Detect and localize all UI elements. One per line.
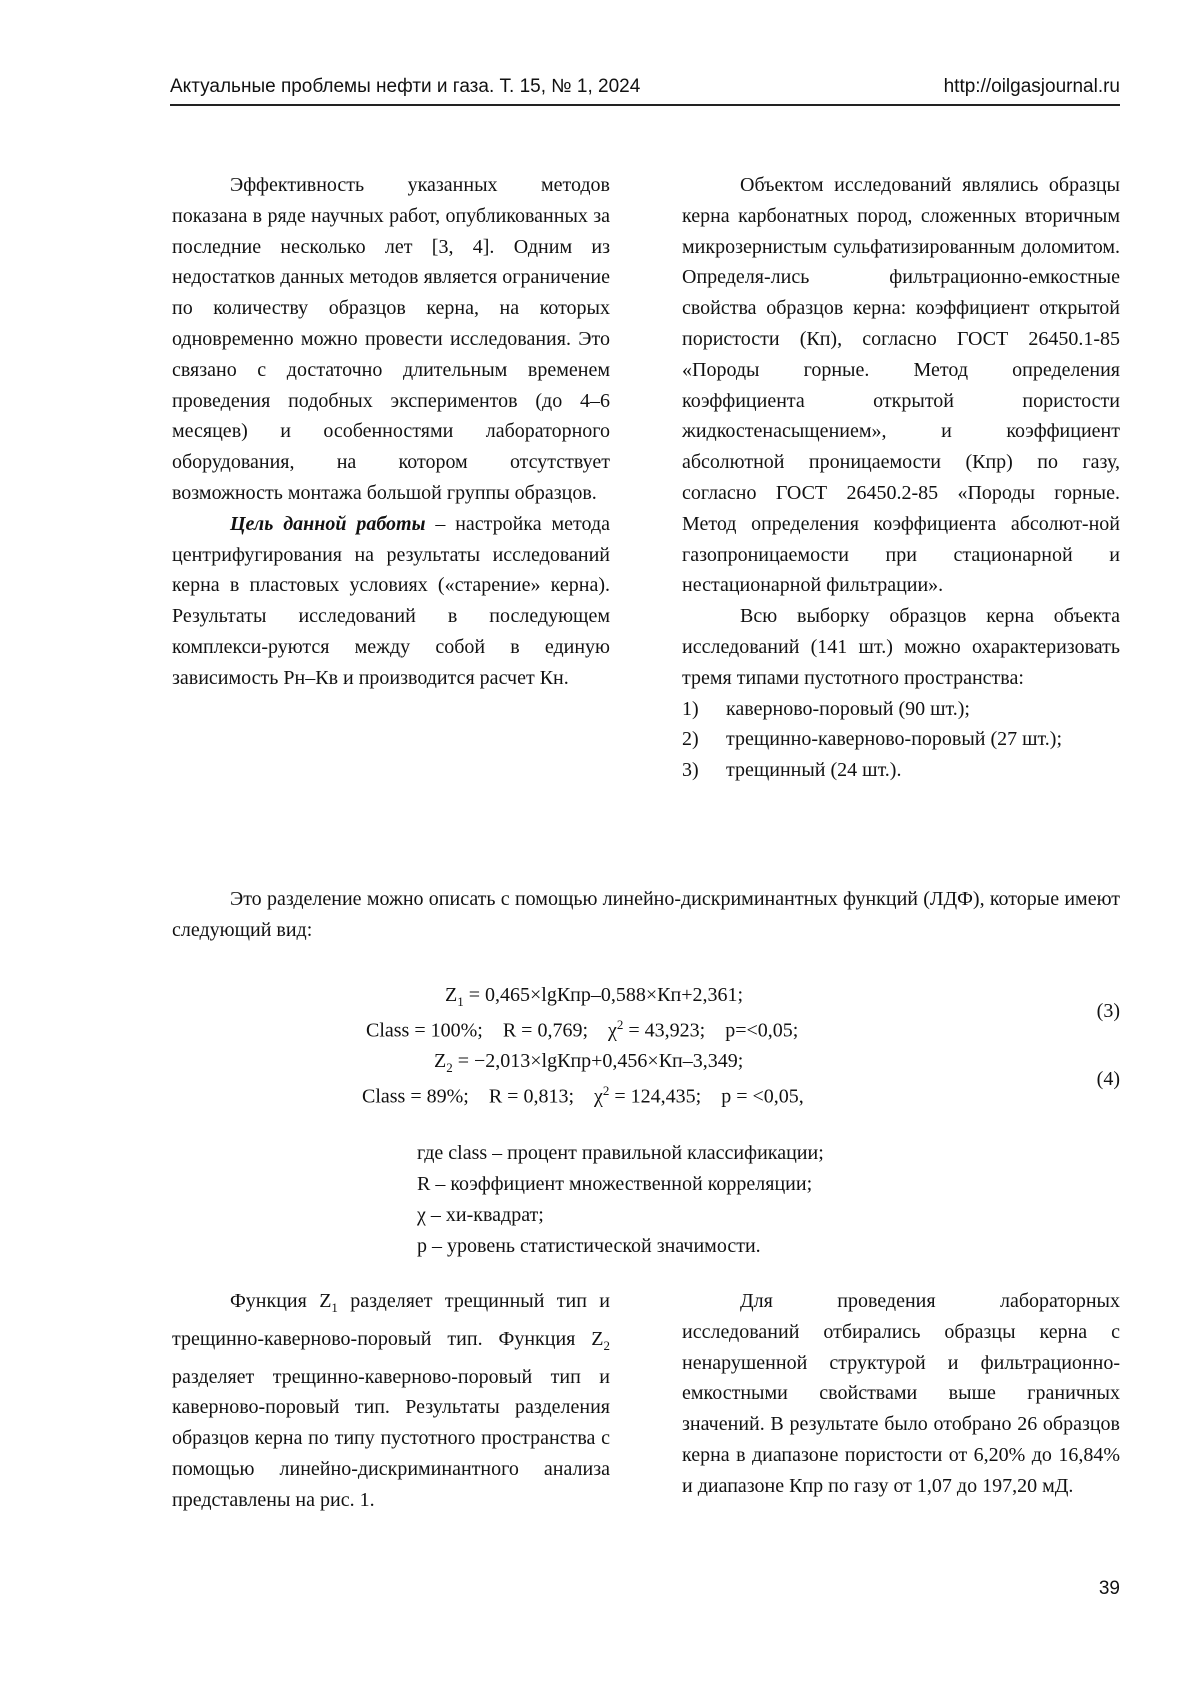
list-item: [682, 755, 1120, 786]
definitions-list: [417, 1138, 824, 1262]
eq-superscript: 2: [602, 1083, 610, 1098]
definition: χ – хи-квадрат;: [417, 1204, 544, 1226]
eq-stats: Class = 89%; R = 0,813; χ: [362, 1085, 603, 1108]
paragraph: Для проведения лабораторных исследований отбирались образцы керна с ненарушенной структурой и фильтрационно-емкостными свойствами выше граничных значений. В результате было отобрано 26 образцов керна в диапазоне пористости от 6,20% до 16,84% и диапазоне Кпр по газу от 1,07 до 197,20 мД.: [682, 1290, 1120, 1497]
list-text: трещинно-каверново-поровый (27 шт.);: [726, 728, 1062, 751]
journal-title: Актуальные проблемы нефти и газа. Т. 15, № 1, 2024: [170, 76, 641, 97]
list-text: трещинный (24 шт.).: [726, 759, 902, 782]
list-text: каверново-поровый (90 шт.);: [726, 697, 970, 720]
paragraph: Объектом исследований являлись образцы керна карбонатных пород, сложенных вторичным микрозернистым сульфатизированным доломитом. Определя-лись фильтрационно-емкостные свойства образцов керна: коэффициент открытой пористости (Кп), согласно ГОСТ 26450.1-85 «Породы горные. Метод определения коэффициента открытой пористости жидкостенасыщением», и коэффициент абсолютной проницаемости (Кпр) по газу, согласно ГОСТ 26450.2-85 «Породы горные. Метод определения коэффициента абсолют-ной газопроницаемости при стационарной и нестационарной фильтрации».: [682, 174, 1120, 597]
list-number: 1): [682, 697, 699, 720]
eq-stats: = 43,923; p=<0,05;: [623, 1019, 799, 1042]
paragraph: Всю выборку образцов керна объекта исследований (141 шт.) можно охарактеризовать тремя типами пустотного пространства:: [682, 605, 1120, 689]
left-column-top: [172, 170, 610, 694]
eq-body: = 0,465×lgКпр–0,588×Кп+2,361;: [463, 984, 744, 1006]
paragraph: [172, 509, 610, 694]
paragraph: Это разделение можно описать с помощью линейно-дискриминантных функций (ЛДФ), которые имеют следующий вид:: [172, 888, 1120, 941]
equation-3-line-1: [445, 984, 743, 1010]
eq-body: = −2,013×lgКпр+0,456×Кп–3,349;: [452, 1050, 744, 1072]
right-column-bottom: [682, 1286, 1120, 1502]
definition: p – уровень статистической значимости.: [417, 1235, 761, 1257]
eq-subscript: 2: [446, 1060, 453, 1075]
page-number: 39: [1098, 1578, 1120, 1599]
equation-3-line-2: [366, 1017, 798, 1043]
right-column-top: [682, 170, 1120, 786]
goal-text: – настройка метода центрифугирования на результаты исследований керна в пластовых условиях («старение» керна). Результаты исследований в последующем комплекси-руются между собой в единую зависимость Рн–Кв и производится расчет Кн.: [172, 512, 611, 689]
left-column-bottom: [172, 1286, 610, 1516]
subscript: 1: [331, 1300, 338, 1315]
journal-url[interactable]: http://oilgasjournal.ru: [943, 76, 1120, 97]
eq-subscript: 1: [457, 994, 464, 1009]
text-run: разделяет трещинно-каверново-поровый тип и каверново-поровый тип. Результаты разделения образцов керна по типу пустотного пространства с помощью линейно-дискриминантного анализа представлены на рис. 1.: [172, 1365, 610, 1511]
running-header: [170, 72, 1120, 106]
eq-stats: Class = 100%; R = 0,769; χ: [366, 1019, 617, 1042]
list-item: [682, 694, 1120, 725]
eq-var: Z: [445, 984, 458, 1006]
definition: R – коэффициент множественной корреляции;: [417, 1173, 813, 1195]
list-number: 2): [682, 728, 699, 751]
equation-4-line-1: [434, 1050, 743, 1076]
paragraph: [172, 1286, 610, 1516]
definition: где class – процент правильной классификации;: [417, 1142, 824, 1164]
text-run: Функция Z: [230, 1290, 332, 1312]
equation-4-line-2: [362, 1083, 804, 1109]
eq-superscript: 2: [616, 1017, 624, 1032]
eq-stats: = 124,435; p = <0,05,: [609, 1085, 804, 1108]
subscript: 2: [603, 1337, 610, 1353]
full-width-paragraph: [172, 884, 1120, 946]
list-item: [682, 724, 1120, 755]
paragraph: Эффективность указанных методов показана в ряде научных работ, опубликованных за последние несколько лет [3, 4]. Одним из недостатков данных методов является ограничение по количеству образцов керна, на которых одновременно можно провести исследования. Это связано с достаточно длительным временем проведения подобных экспериментов (до 4–6 месяцев) и особенностями лабораторного оборудования, на котором отсутствует возможность монтажа большой группы образцов.: [172, 174, 610, 504]
goal-label: Цель данной работы: [230, 512, 426, 535]
list-number: 3): [682, 759, 699, 782]
equation-number: (3): [1096, 1000, 1120, 1022]
text-run: разделяет трещинный тип и трещинно-каверново-поровый тип. Функция Z: [172, 1290, 610, 1350]
equation-number: (4): [1096, 1068, 1120, 1090]
eq-var: Z: [434, 1050, 447, 1072]
